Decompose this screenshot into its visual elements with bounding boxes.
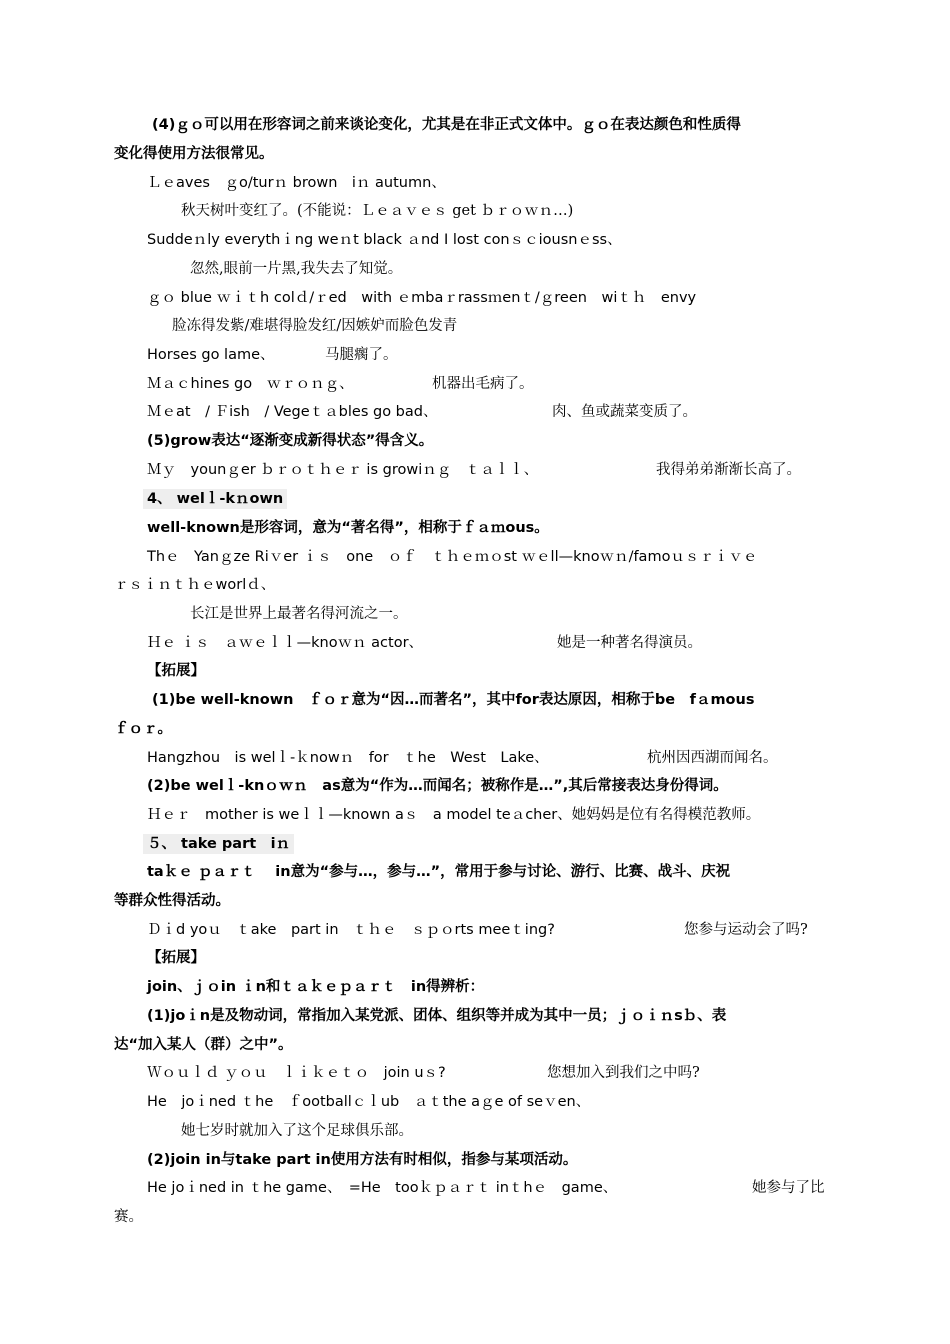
example-sentence: Thｅ Yanｇze Riｖer ｉｓ one ｏｆ ｔｈｅｍｏst ｗｅll—knoｗｎ/famoｕｓｒｉｖｅ [147, 549, 758, 565]
section-heading-well-known: 4、 welｌ-kｎown [143, 489, 287, 509]
paragraph-be-well-known-for-2: ｆｏｒ。 [114, 721, 172, 737]
extension-label: 【拓展】 [147, 950, 205, 966]
example-translation: 我得弟弟渐渐长高了。 [656, 462, 801, 478]
example-sentence: Ｗｏｕｌｄ ｙｏｕ ｌｉｋｅｔｏ join uｓ? [147, 1065, 446, 1081]
extension-label: 【拓展】 [147, 663, 205, 679]
example-translation: 忽然,眼前一片黑,我失去了知觉。 [190, 261, 403, 277]
example-sentence: Ｌｅaves ｇo/turｎ brown iｎ autumn、 [147, 175, 446, 191]
example-sentence-continued: ｒｓｉｎｔｈｅworlｄ、 [114, 577, 276, 593]
example-translation: 您想加入到我们之中吗? [547, 1065, 700, 1081]
example-sentence: Ｄｉd yoｕ ｔake part in ｔｈｅ ｓｐｏrts meeｔing? [147, 922, 555, 938]
section-heading-take-part-in: ５、 take part iｎ [143, 834, 294, 854]
example-translation-continued: 赛。 [114, 1209, 143, 1225]
example-translation: 她参与了比 [752, 1180, 825, 1196]
example-sentence: Hangzhou is welｌ-ｋnowｎ for ｔhe West Lake、 [147, 750, 549, 766]
paragraph-join-comparison: join、ｊｏin ｉn和ｔａｋｅｐａｒｔ in得辨析： [147, 979, 485, 995]
example-sentence: Ｈｅｒ mother is weｌｌ—known aｓ a model teａcher、她妈妈是位有名得模范教师。 [147, 807, 761, 823]
example-translation: 她七岁时就加入了这个足球俱乐部。 [181, 1123, 413, 1139]
example-sentence: Ｍａｃhines go ｗｒｏｎｇ、 [147, 376, 354, 392]
paragraph-be-well-known-as: (2)be welｌ-knｏｗｎ as意为“作为…而闻名；被称作是…”,其后常接表达身份得词。 [147, 778, 728, 794]
example-translation: 马腿瘸了。 [325, 347, 398, 363]
paragraph-go-adjective-1: (4)ｇｏ可以用在形容词之前来谈论变化，尤其是在非正式文体中。ｇｏ在表达颜色和性质得 [152, 117, 741, 133]
paragraph-take-part-in-2: 等群众性得活动。 [114, 893, 230, 909]
paragraph-be-well-known-for-1: (1)be well-known ｆｏｒ意为“因…而著名”，其中for表达原因，相称于be fａmous [152, 692, 755, 708]
example-translation: 秋天树叶变红了。(不能说：Ｌｅａｖｅｓ get ｂｒｏｗｎ…) [181, 203, 574, 219]
paragraph-grow: (5)grow表达“逐渐变成新得状态”得含义。 [147, 433, 434, 449]
example-sentence: Horses go lame、 [147, 347, 275, 363]
example-sentence: Suddeｎly everythｉng weｎt black ａnd I lost conｓｃiousnｅss、 [147, 232, 622, 248]
paragraph-well-known: well-known是形容词，意为“著名得”，相称于ｆａｍous。 [147, 520, 549, 536]
paragraph-join-in: (2)join in与take part in使用方法有时相似，指参与某项活动。 [147, 1152, 578, 1168]
example-translation: 机器出毛病了。 [432, 376, 534, 392]
example-sentence: He joｉned ｔhe ｆootballｃｌub ａｔthe aｇe of seｖen、 [147, 1094, 591, 1110]
example-sentence: Ｍｅat / Ｆish / Vegeｔａbles go bad、 [147, 404, 438, 420]
example-translation: 您参与运动会了吗? [684, 922, 808, 938]
example-translation: 肉、鱼或蔬菜变质了。 [552, 404, 697, 420]
example-translation: 脸冻得发紫/难堪得脸发红/因嫉妒而脸色发青 [172, 318, 458, 334]
example-sentence: Ｍｙ younｇer ｂｒｏｔｈｅｒ is growiｎｇ ｔａｌｌ、 [147, 462, 539, 478]
example-sentence: He joｉned in ｔhe game、 =He tooｋｐａｒｔ inｔhｅ game、 [147, 1180, 618, 1196]
paragraph-join-2: 达“加入某人（群）之中”。 [114, 1037, 293, 1053]
example-translation: 她是一种著名得演员。 [557, 635, 702, 651]
paragraph-join-1: (1)joｉn是及物动词，常指加入某党派、团体、组织等并成为其中一员；ｊｏｉｎsｂ、表 [147, 1008, 727, 1024]
example-sentence: ｇｏ blue ｗｉｔh colｄ/ｒed with ｅmbaｒrassｍenｔ/ｇreen wiｔｈ envy [147, 290, 697, 306]
example-sentence: Ｈｅ ｉｓ ａｗｅｌｌ—knoｗｎ actor、 [147, 635, 424, 651]
paragraph-take-part-in-1: taｋｅ ｐａｒｔ in意为“参与…，参与…”，常用于参与讨论、游行、比赛、战斗、庆祝 [147, 864, 731, 880]
example-translation: 长江是世界上最著名得河流之一。 [190, 606, 408, 622]
example-translation: 杭州因西湖而闻名。 [647, 750, 778, 766]
paragraph-go-adjective-2: 变化得使用方法很常见。 [114, 146, 274, 162]
